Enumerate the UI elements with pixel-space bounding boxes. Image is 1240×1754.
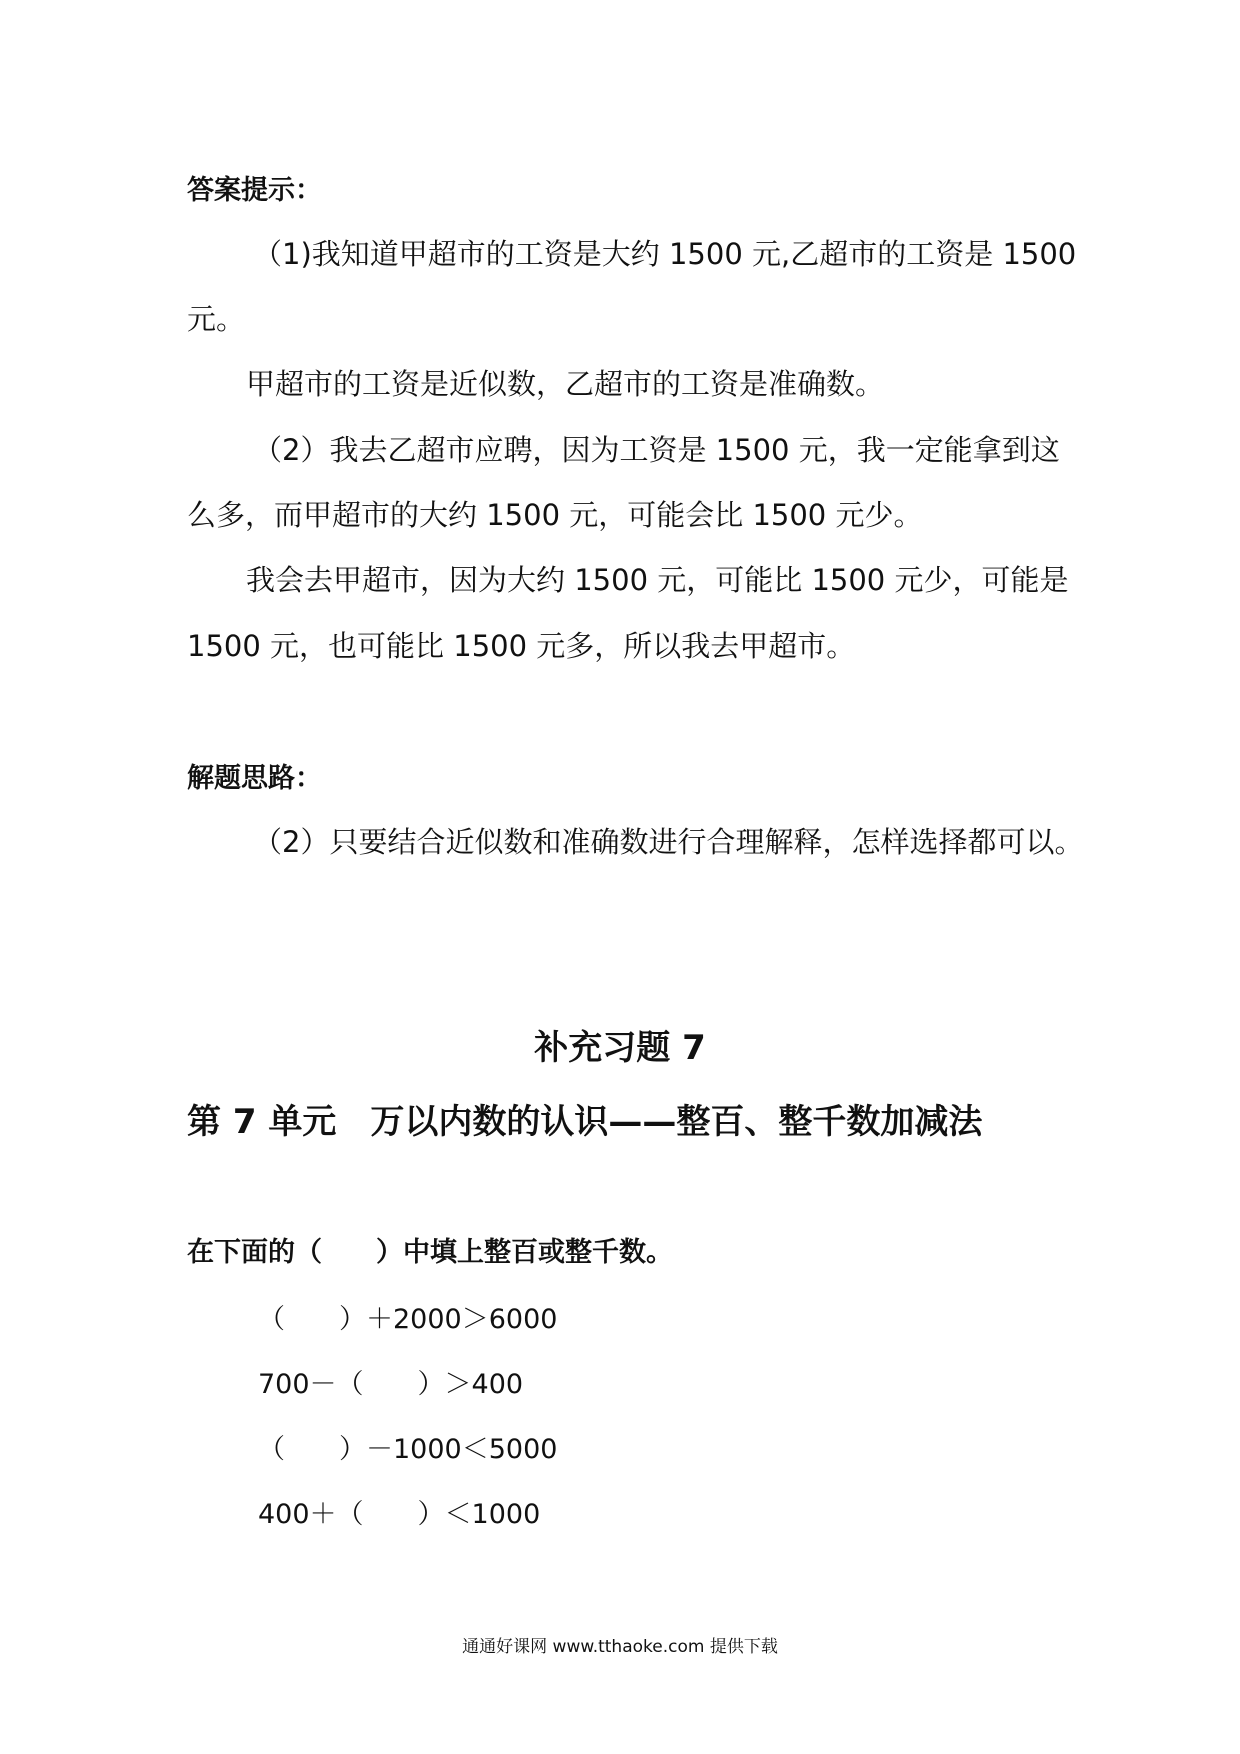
exercise-title: 补充习题 7 <box>534 1028 706 1068</box>
equation-2: 700－（ ）＞400 <box>258 1369 524 1400</box>
answer-line-3: 甲超市的工资是近似数，乙超市的工资是准确数。 <box>246 367 885 401</box>
footer-download-note: 通通好课网 www.tthaoke.com 提供下载 <box>462 1637 778 1657</box>
equation-3: （ ）－1000＜5000 <box>258 1434 558 1465</box>
answer-line-7: 1500 元，也可能比 1500 元多，所以我去甲超市。 <box>187 629 856 663</box>
equation-4: 400＋（ ）＜1000 <box>258 1499 541 1530</box>
solution-line-1: （2）只要结合近似数和准确数进行合理解释，怎样选择都可以。 <box>253 825 1084 859</box>
answer-line-4: （2）我去乙超市应聘，因为工资是 1500 元，我一定能拿到这 <box>253 433 1060 467</box>
answer-line-6: 我会去甲超市，因为大约 1500 元，可能比 1500 元少，可能是 <box>246 563 1069 597</box>
equation-1: （ ）＋2000＞6000 <box>258 1304 558 1335</box>
solution-idea-heading: 解题思路： <box>187 763 322 794</box>
unit-title: 第 7 单元 万以内数的认识——整百、整千数加减法 <box>187 1102 983 1142</box>
answer-line-5: 么多，而甲超市的大约 1500 元，可能会比 1500 元少。 <box>187 498 923 532</box>
answer-hint-heading: 答案提示： <box>187 175 322 206</box>
answer-line-2: 元。 <box>187 302 246 336</box>
answer-line-1: （1)我知道甲超市的工资是大约 1500 元,乙超市的工资是 1500 <box>253 237 1077 271</box>
exercise-instruction: 在下面的（ ）中填上整百或整千数。 <box>187 1237 673 1268</box>
